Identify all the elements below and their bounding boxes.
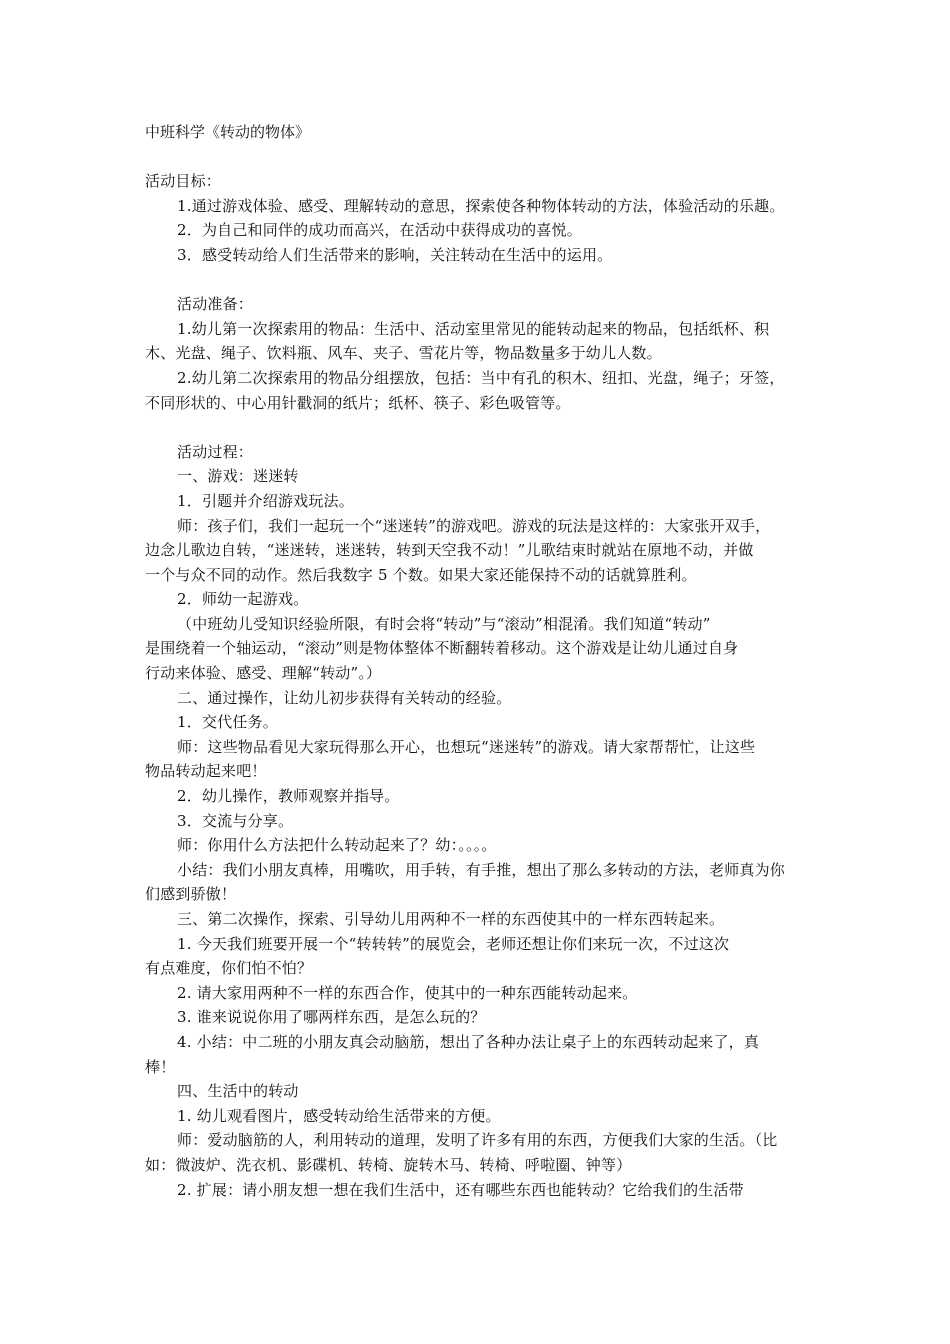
text-line: 活动准备： [177, 295, 254, 314]
text-line: 1．交代任务。 [177, 713, 278, 732]
text-line: 行动来体验、感受、理解“转动”。） [145, 664, 382, 683]
text-line: 物品转动起来吧！ [145, 762, 267, 781]
text-line: 活动过程： [177, 442, 254, 461]
text-line: 不同形状的、中心用针戳洞的纸片；纸杯、筷子、彩色吸管等。 [145, 393, 571, 412]
text-line: 棒！ [145, 1057, 176, 1076]
blank-line [145, 415, 811, 440]
text-line: 2．师幼一起游戏。 [177, 590, 309, 609]
text-line: 有点难度，你们怕不怕？ [145, 959, 313, 978]
text-line: 4. 小结：中二班的小朋友真会动脑筋，想出了各种办法让桌子上的东西转动起来了，真 [177, 1032, 760, 1051]
text-line: 2.幼儿第二次探索用的物品分组摆放，包括：当中有孔的积木、纽扣、光盘，绳子；牙签， [177, 368, 785, 387]
text-line: 木、光盘、绳子、饮料瓶、风车、夹子、雪花片等，物品数量多于幼儿人数。 [145, 344, 662, 363]
document-lines [145, 145, 811, 1203]
document-body [145, 120, 811, 1202]
text-line: 如：微波炉、洗衣机、影碟机、转椅、旋转木马、转椅、呼啦圈、钟等） [145, 1155, 632, 1174]
document-title: 中班科学《转动的物体》 [145, 123, 311, 141]
text-line: 师：爱动脑筋的人，利用转动的道理，发明了许多有用的东西，方便我们大家的生活。（比 [177, 1131, 778, 1150]
text-line: 一、游戏：迷迷转 [177, 467, 299, 486]
blank-line [145, 268, 811, 293]
text-line: 师：你用什么方法把什么转动起来了？幼：。。。。 [177, 836, 497, 855]
text-line: 小结：我们小朋友真棒，用嘴吹，用手转，有手推，想出了那么多转动的方法，老师真为你 [177, 860, 786, 879]
text-line: 3．交流与分享。 [177, 811, 294, 830]
text-line: 师：孩子们，我们一起玩一个“迷迷转”的游戏吧。游戏的玩法是这样的：大家张开双手， [177, 516, 771, 535]
text-line: 四、生活中的转动 [177, 1082, 299, 1101]
text-line: 活动目标： [145, 172, 222, 191]
text-line: （中班幼儿受知识经验所限，有时会将“转动”与“滚动”相混淆。我们知道“转动” [177, 614, 711, 633]
text-line: 2．幼儿操作，教师观察并指导。 [177, 787, 400, 806]
text-line: 一个与众不同的动作。然后我数字 5 个数。如果大家还能保持不动的话就算胜利。 [145, 565, 697, 584]
text-line: 1. 幼儿观看图片，感受转动给生活带来的方便。 [177, 1106, 501, 1125]
text-line: 2. 请大家用两种不一样的东西合作，使其中的一种东西能转动起来。 [177, 983, 638, 1002]
text-line: 2. 扩展：请小朋友想一想在我们生活中，还有哪些东西也能转动？它给我们的生活带 [177, 1180, 744, 1199]
text-line: 1.幼儿第一次探索用的物品：生活中、活动室里常见的能转动起来的物品，包括纸杯、积 [177, 319, 770, 338]
text-line: 是围绕着一个轴运动，“滚动”则是物体整体不断翻转着移动。这个游戏是让幼儿通过自身 [145, 639, 739, 658]
text-line: 3．感受转动给人们生活带来的影响，关注转动在生活中的运用。 [177, 245, 613, 264]
text-line: 师：这些物品看见大家玩得那么开心，也想玩“迷迷转”的游戏。请大家帮帮忙，让这些 [177, 737, 756, 756]
text-line: 1. 今天我们班要开展一个“转转转”的展览会，老师还想让你们来玩一次，不过这次 [177, 934, 730, 953]
blank-line [145, 145, 811, 170]
text-line: 1．引题并介绍游戏玩法。 [177, 491, 354, 510]
text-line: 们感到骄傲！ [145, 885, 237, 904]
text-line: 三、第二次操作，探索、引导幼儿用两种不一样的东西使其中的一样东西转起来。 [177, 910, 725, 928]
text-line: 3. 谁来说说你用了哪两样东西，是怎么玩的？ [177, 1008, 486, 1027]
text-line: 2．为自己和同伴的成功而高兴，在活动中获得成功的喜悦。 [177, 221, 582, 240]
text-line: 二、通过操作，让幼儿初步获得有关转动的经验。 [177, 688, 512, 707]
text-line: 1.通过游戏体验、感受、理解转动的意思，探索使各种物体转动的方法，体验活动的乐趣。 [177, 196, 785, 215]
text-line: 边念儿歌边自转，“迷迷转，迷迷转，转到天空我不动！”儿歌结束时就站在原地不动，并做 [145, 541, 754, 560]
